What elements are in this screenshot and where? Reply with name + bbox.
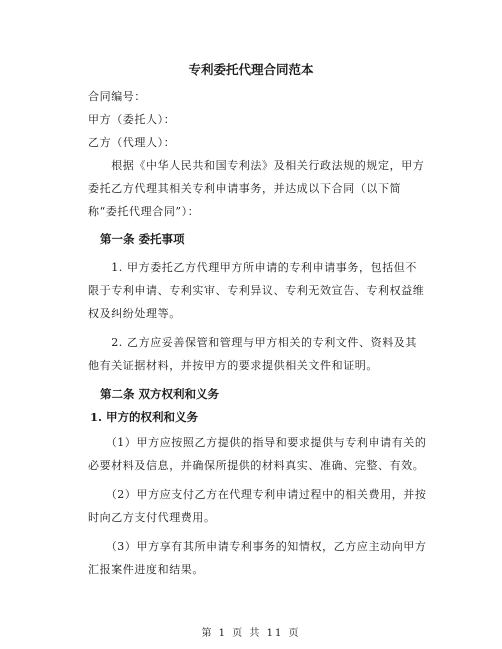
article-2-item-2: （2）甲方应支付乙方在代理专利申请过程中的相关费用，并按时向乙方支付代理费用。 [88, 488, 427, 524]
party-a-label: 甲方（委托人）： [88, 113, 176, 126]
preamble-paragraph: 根据《中华人民共和国专利法》及相关行政法规的规定，甲方委托乙方代理其相关专利申请事务，并达成以下合同（以下简称“委托代理合同”）： [88, 159, 425, 218]
article-1-heading: 第一条 委托事项 [100, 232, 185, 246]
article-2-heading: 第二条 双方权利和义务 [100, 387, 220, 401]
article-1-item-2: 2. 乙方应妥善保管和管理与甲方相关的专利文件、资料及其他有关证据材料，并按甲方的要求提供相关文件和证明。 [88, 336, 417, 372]
article-2-subheading: 1. 甲方的权利和义务 [90, 410, 199, 424]
party-b-label: 乙方（代理人）： [88, 136, 176, 149]
article-1-item-1: 1. 甲方委托乙方代理甲方所申请的专利申请事务，包括但不限于专利申请、专利实审、专利异议、专利无效宣告、专利权益维权及纠纷处理等。 [88, 261, 425, 320]
contract-number-label: 合同编号： [88, 90, 146, 103]
page-footer: 第 1 页 共 11 页 [201, 628, 301, 639]
article-2-item-3: （3）甲方享有其所申请专利事务的知情权，乙方应主动向甲方汇报案件进度和结果。 [88, 540, 427, 576]
document-title: 专利委托代理合同范本 [188, 62, 314, 77]
article-2-item-1: （1）甲方应按照乙方提供的指导和要求提供与专利申请有关的必要材料及信息，并确保所提供的材料真实、准确、完整、有效。 [88, 436, 427, 472]
